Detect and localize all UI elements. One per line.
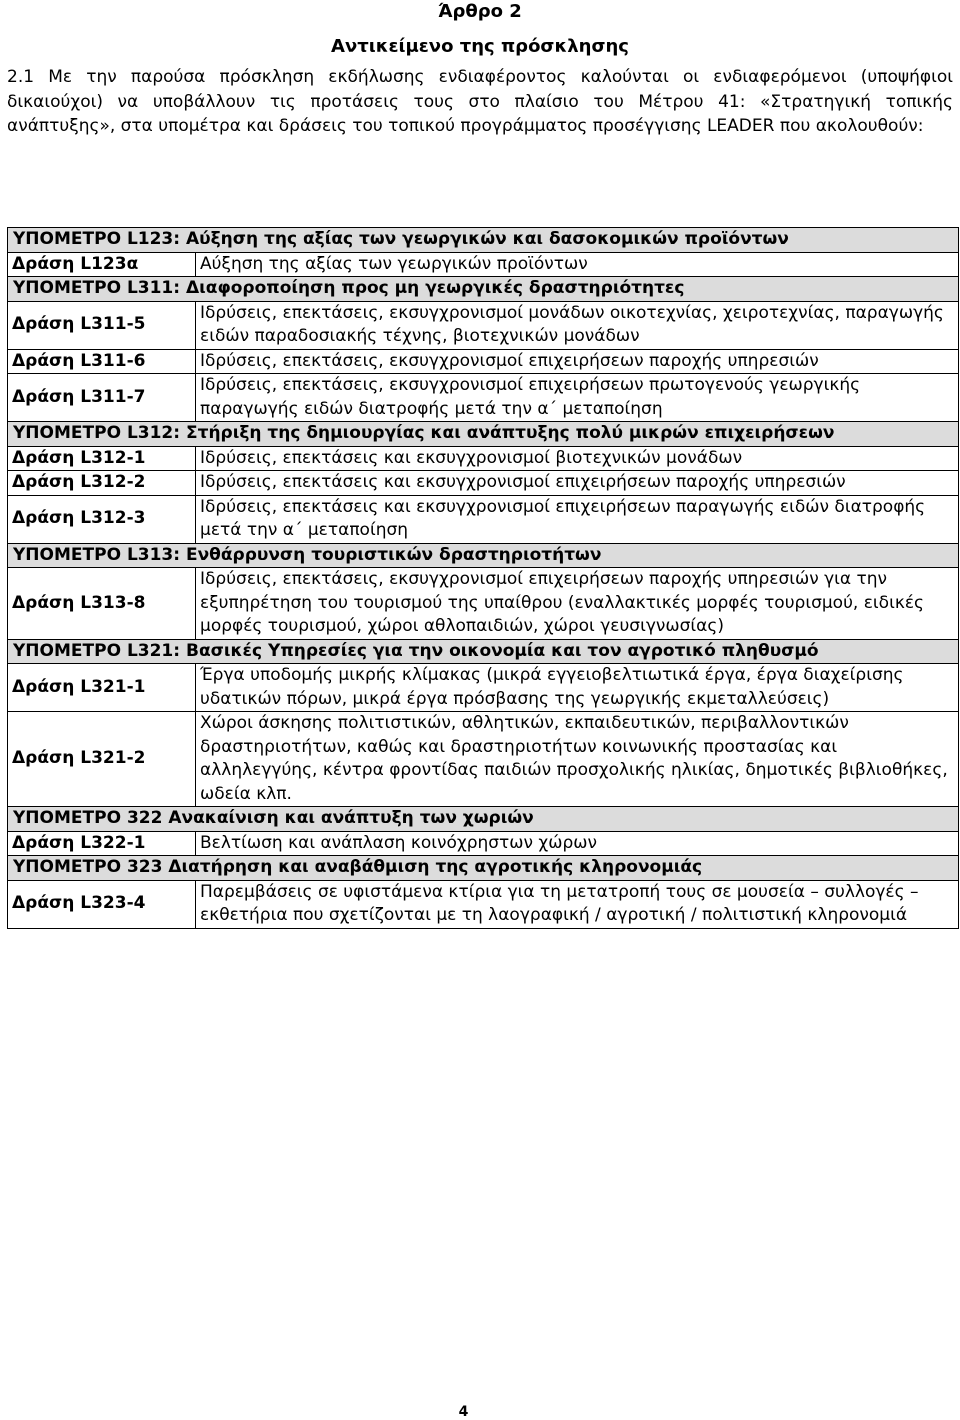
- action-code: Δράση L311-5: [8, 301, 196, 349]
- submeasure-title: ΥΠΟΜΕΤΡΟ 322 Ανακαίνιση και ανάπτυξη των χωριών: [8, 807, 959, 832]
- submeasure-row: [8, 543, 959, 568]
- action-description: Ιδρύσεις, επεκτάσεις και εκσυγχρονισμοί βιοτεχνικών μονάδων: [196, 446, 959, 471]
- action-row: [8, 301, 959, 349]
- submeasure-title: ΥΠΟΜΕΤΡΟ L313: Ενθάρρυνση τουριστικών δραστηριοτήτων: [8, 543, 959, 568]
- action-description: Ιδρύσεις, επεκτάσεις και εκσυγχρονισμοί επιχειρήσεων παροχής υπηρεσιών: [196, 471, 959, 496]
- action-description: Βελτίωση και ανάπλαση κοινόχρηστων χώρων: [196, 831, 959, 856]
- action-row: [8, 831, 959, 856]
- intro-paragraph: 2.1 Με την παρούσα πρόσκληση εκδήλωσης ενδιαφέροντος καλούνται οι ενδιαφερόμενοι (υποψήφιοι δικαιούχοι) να υποβάλλουν τις προτάσεις τους στο πλαίσιο του Μέτρου 41: «Στρατηγική τοπικής ανάπτυξης», στα υπομέτρα και δράσεις του τοπικού προγράμματος προσέγγισης LEADER που ακολουθούν:: [7, 67, 953, 136]
- action-row: [8, 446, 959, 471]
- submeasure-row: [8, 228, 959, 253]
- action-code: Δράση L321-1: [8, 664, 196, 712]
- action-row: [8, 349, 959, 374]
- submeasure-title: ΥΠΟΜΕΤΡΟ L312: Στήριξη της δημιουργίας και ανάπτυξης πολύ μικρών επιχειρήσεων: [8, 422, 959, 447]
- action-row: [8, 664, 959, 712]
- action-description: Αύξηση της αξίας των γεωργικών προϊόντων: [196, 252, 959, 277]
- action-description: Παρεμβάσεις σε υφιστάμενα κτίρια για τη μετατροπή τους σε μουσεία – συλλογές – εκθετήρια που σχετίζονται με τη λαογραφική / αγροτική / πολιτιστική κληρονομιά: [196, 880, 959, 928]
- action-row: [8, 374, 959, 422]
- action-description: Χώροι άσκησης πολιτιστικών, αθλητικών, εκπαιδευτικών, περιβαλλοντικών δραστηριοτήτων, καθώς και δραστηριοτήτων κοινωνικής προστασίας και αλληλεγγύης, κέντρα φροντίδας παιδιών προσχολικής ηλικίας, δημοτικές βιβλιοθήκες, ωδεία κλπ.: [196, 712, 959, 807]
- action-row: [8, 712, 959, 807]
- action-code: Δράση L321-2: [8, 712, 196, 807]
- action-row: [8, 471, 959, 496]
- action-description: Ιδρύσεις, επεκτάσεις, εκσυγχρονισμοί επιχειρήσεων παροχής υπηρεσιών: [196, 349, 959, 374]
- submeasure-row: [8, 277, 959, 302]
- action-code: Δράση L123α: [8, 252, 196, 277]
- submeasures-table: [7, 227, 959, 929]
- action-row: [8, 568, 959, 640]
- action-description: Ιδρύσεις, επεκτάσεις, εκσυγχρονισμοί επιχειρήσεων πρωτογενούς γεωργικής παραγωγής ειδών διατροφής μετά την α΄ μεταποίηση: [196, 374, 959, 422]
- action-description: Ιδρύσεις, επεκτάσεις και εκσυγχρονισμοί επιχειρήσεων παραγωγής ειδών διατροφής μετά την α΄ μεταποίηση: [196, 495, 959, 543]
- action-code: Δράση L322-1: [8, 831, 196, 856]
- action-code: Δράση L312-2: [8, 471, 196, 496]
- action-row: [8, 880, 959, 928]
- action-code: Δράση L311-6: [8, 349, 196, 374]
- action-row: [8, 252, 959, 277]
- action-code: Δράση L313-8: [8, 568, 196, 640]
- action-code: Δράση L311-7: [8, 374, 196, 422]
- article-number: Άρθρο 2: [438, 1, 522, 22]
- action-code: Δράση L323-4: [8, 880, 196, 928]
- article-title: Αντικείμενο της πρόσκλησης: [331, 36, 629, 57]
- action-row: [8, 495, 959, 543]
- submeasure-title: ΥΠΟΜΕΤΡΟ L123: Αύξηση της αξίας των γεωργικών και δασοκομικών προϊόντων: [8, 228, 959, 253]
- action-code: Δράση L312-3: [8, 495, 196, 543]
- submeasure-row: [8, 807, 959, 832]
- submeasure-row: [8, 639, 959, 664]
- page-number: 4: [458, 1404, 469, 1420]
- action-description: Ιδρύσεις, επεκτάσεις, εκσυγχρονισμοί μονάδων οικοτεχνίας, χειροτεχνίας, παραγωγής ειδών παραδοσιακής τέχνης, βιοτεχνικών μονάδων: [196, 301, 959, 349]
- action-code: Δράση L312-1: [8, 446, 196, 471]
- action-description: Έργα υποδομής μικρής κλίμακας (μικρά εγγειοβελτιωτικά έργα, έργα διαχείρισης υδατικών πόρων, μικρά έργα πρόσβασης της γεωργικής εκμεταλλεύσεις): [196, 664, 959, 712]
- submeasure-row: [8, 856, 959, 881]
- submeasure-title: ΥΠΟΜΕΤΡΟ 323 Διατήρηση και αναβάθμιση της αγροτικής κληρονομιάς: [8, 856, 959, 881]
- submeasure-row: [8, 422, 959, 447]
- action-description: Ιδρύσεις, επεκτάσεις, εκσυγχρονισμοί επιχειρήσεων παροχής υπηρεσιών για την εξυπηρέτηση του τουρισμού της υπαίθρου (εναλλακτικές μορφές τουρισμού, ειδικές μορφές τουρισμού, χώροι αθλοπαιδιών, χώροι γευσιγνωσίας): [196, 568, 959, 640]
- submeasure-title: ΥΠΟΜΕΤΡΟ L311: Διαφοροποίηση προς μη γεωργικές δραστηριότητες: [8, 277, 959, 302]
- submeasure-title: ΥΠΟΜΕΤΡΟ L321: Βασικές Υπηρεσίες για την οικονομία και τον αγροτικό πληθυσμό: [8, 639, 959, 664]
